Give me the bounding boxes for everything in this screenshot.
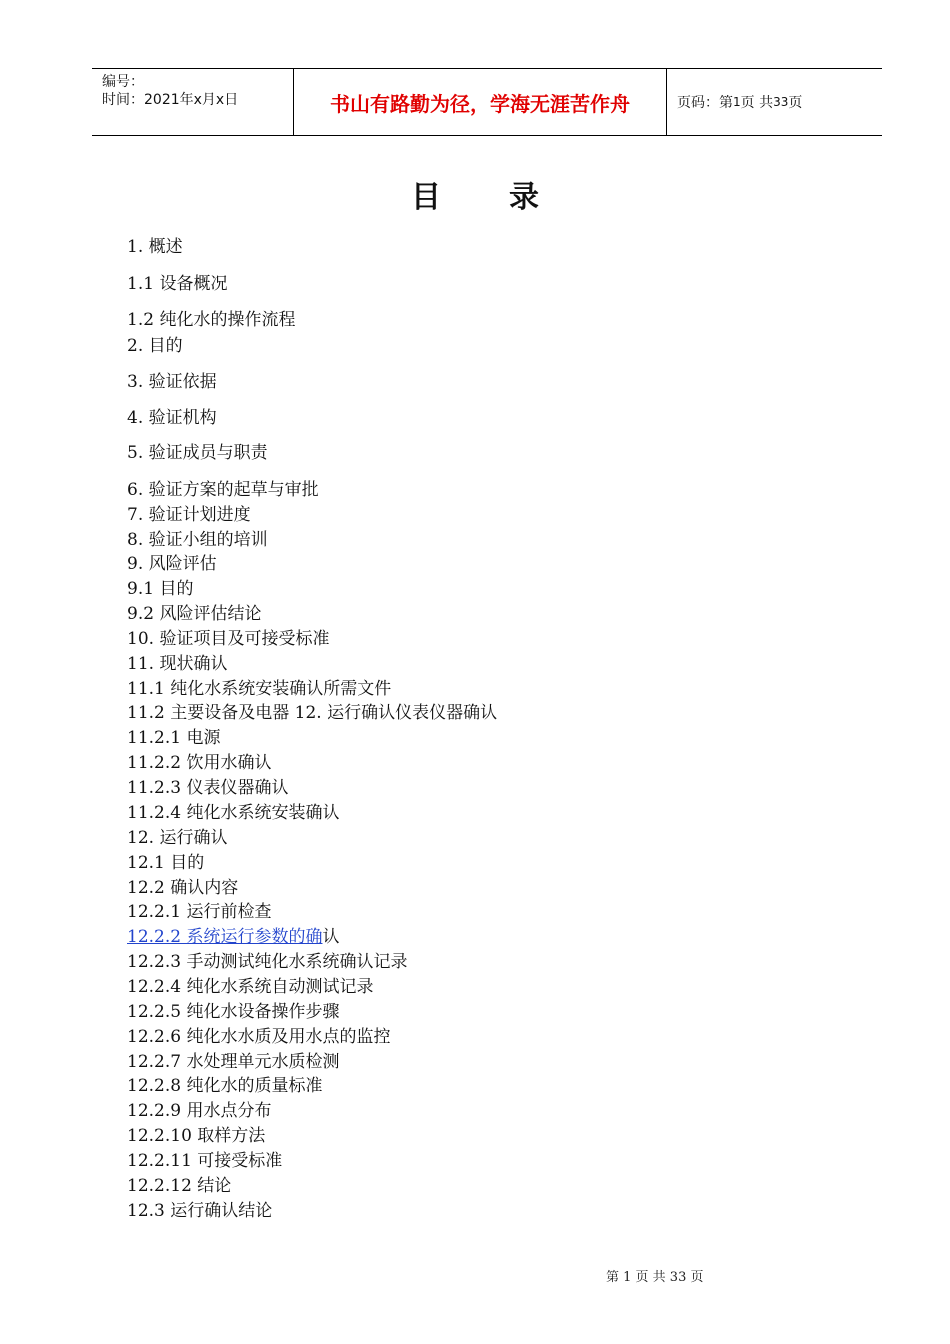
toc-item: 9.2 风险评估结论 xyxy=(127,604,262,624)
header-motto: 书山有路勤为径，学海无涯苦作舟 xyxy=(294,69,667,135)
toc-item: 11.2.2 饮用水确认 xyxy=(127,753,272,773)
toc-item: 4. 验证机构 xyxy=(127,408,217,428)
toc-item: 12.2.1 运行前检查 xyxy=(127,902,272,922)
toc-item: 11. 现状确认 xyxy=(127,654,228,674)
toc-item: 11.2.3 仪表仪器确认 xyxy=(127,778,289,798)
toc-item: 12.3 运行确认结论 xyxy=(127,1201,273,1221)
toc-item-linked xyxy=(127,925,339,949)
toc-item: 1.1 设备概况 xyxy=(127,274,228,294)
toc-item: 9. 风险评估 xyxy=(127,554,217,574)
toc-item: 12. 运行确认 xyxy=(127,828,228,848)
title-char-2: 录 xyxy=(509,180,539,215)
toc-item: 10. 验证项目及可接受标准 xyxy=(127,629,330,649)
toc-item: 8. 验证小组的培训 xyxy=(127,530,268,550)
toc-item: 12.2.10 取样方法 xyxy=(127,1126,266,1146)
toc-item: 12.2.6 纯化水水质及用水点的监控 xyxy=(127,1027,391,1047)
page-header xyxy=(92,68,882,136)
toc-item: 12.2.11 可接受标准 xyxy=(127,1151,283,1171)
header-page-info xyxy=(667,69,882,135)
page-info-prefix: 页码：第 xyxy=(677,95,733,111)
page-info-suffix: 页 xyxy=(788,95,803,111)
toc-item: 2. 目的 xyxy=(127,336,183,356)
toc-item: 9.1 目的 xyxy=(127,579,194,599)
toc-item: 7. 验证计划进度 xyxy=(127,505,251,525)
toc-item: 12.1 目的 xyxy=(127,853,205,873)
time-label: 时间：2021年x月x日 xyxy=(102,92,239,108)
toc-item: 12.2.12 结论 xyxy=(127,1176,232,1196)
toc-link[interactable]: 12.2.2 系统运行参数的确 xyxy=(127,927,323,947)
page-number: 1 xyxy=(733,95,741,109)
toc-item: 12.2.8 纯化水的质量标准 xyxy=(127,1076,323,1096)
toc-item: 11.2.1 电源 xyxy=(127,728,221,748)
toc-item: 3. 验证依据 xyxy=(127,372,217,392)
title-char-1: 目 xyxy=(411,180,441,215)
toc-item: 1.2 纯化水的操作流程 xyxy=(127,310,296,330)
toc-item: 12.2.3 手动测试纯化水系统确认记录 xyxy=(127,952,408,972)
toc-item: 5. 验证成员与职责 xyxy=(127,443,268,463)
toc-item: 12.2 确认内容 xyxy=(127,878,239,898)
toc-item: 6. 验证方案的起草与审批 xyxy=(127,480,319,500)
toc-item: 11.2 主要设备及电器 12. 运行确认仪表仪器确认 xyxy=(127,703,498,723)
toc-item: 12.2.7 水处理单元水质检测 xyxy=(127,1052,340,1072)
toc-item: 12.2.9 用水点分布 xyxy=(127,1101,272,1121)
page-info-mid: 页 共 xyxy=(740,95,774,111)
code-label: 编号： xyxy=(102,74,144,90)
toc-item: 11.1 纯化水系统安装确认所需文件 xyxy=(127,679,392,699)
toc-title xyxy=(0,172,950,216)
page-footer: 第 1 页 共 33 页 xyxy=(606,1270,704,1285)
toc-item: 12.2.4 纯化水系统自动测试记录 xyxy=(127,977,374,997)
toc-item: 11.2.4 纯化水系统安装确认 xyxy=(127,803,340,823)
toc-link-rest: 认 xyxy=(322,927,340,947)
page-total: 33 xyxy=(773,95,789,109)
toc-item: 12.2.5 纯化水设备操作步骤 xyxy=(127,1002,340,1022)
header-info-cell xyxy=(92,69,294,135)
toc-item: 1. 概述 xyxy=(127,237,183,257)
